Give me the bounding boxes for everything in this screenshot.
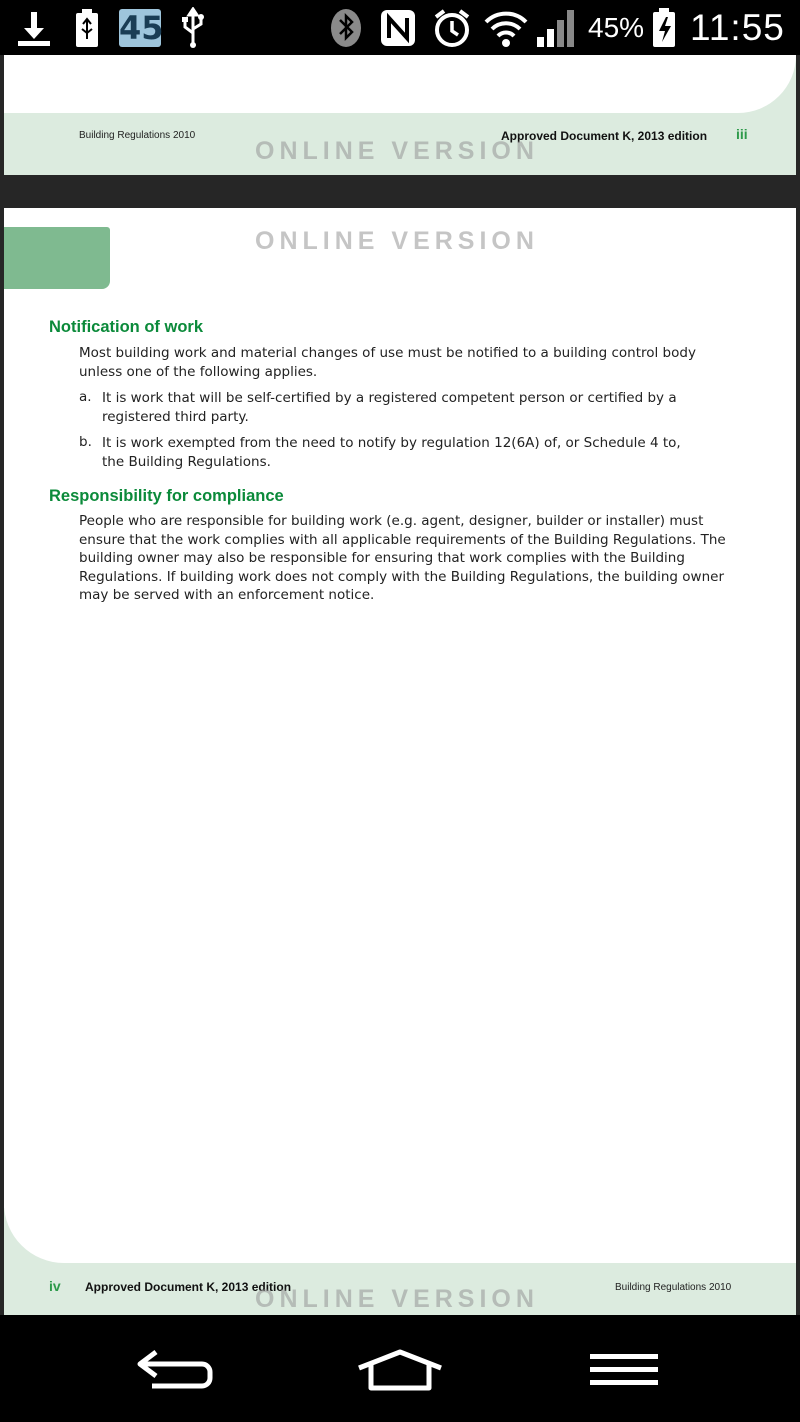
home-icon [355,1348,445,1392]
watermark: ONLINE VERSION [255,1285,539,1313]
home-button[interactable] [340,1340,460,1400]
page-curve [4,55,796,113]
prev-footer-right: Approved Document K, 2013 edition [501,129,708,143]
wifi-icon [482,6,530,50]
responsibility-body: People who are responsible for building work (e.g. agent, designer, builder or installer) must ensure that the work complies with all applicable requirements of the Building Regulations. The building owner may also be responsible for ensuring that work complies with the Building Regulations. If building work does not comply with the Building Regulations, the building owner may be served with an enforcement notice. [79,513,726,603]
prev-footer-left: Building Regulations 2010 [79,130,196,141]
battery-percent: 45% [588,12,645,43]
list-letter-b: b. [79,434,92,450]
page-number: iv [49,1278,61,1294]
status-bar [0,0,800,55]
notification-badge: 45 [119,9,164,47]
footer-right: Building Regulations 2010 [615,1282,732,1293]
page-curve [4,1198,796,1263]
usb-debug-icon [72,6,102,50]
chapter-tab [4,227,110,289]
battery-charging-icon [650,6,678,50]
bluetooth-icon [328,6,364,50]
prev-page-number: iii [736,126,748,142]
watermark: ONLINE VERSION [255,227,539,255]
nfc-icon [378,6,418,50]
list-letter-a: a. [79,389,92,405]
notification-intro: Most building work and material changes of use must be notified to a building control body unless one of the following applies. [79,345,696,380]
previous-page [4,55,796,175]
footer-left: Approved Document K, 2013 edition [85,1280,292,1294]
document-viewer[interactable] [0,55,800,1315]
watermark: ONLINE VERSION [255,137,539,165]
clock: 11:55 [690,7,785,48]
alarm-icon [430,6,474,50]
download-icon [12,6,56,50]
list-item-b: It is work exempted from the need to notify by regulation 12(6A) of, or Schedule 4 to, the Building Regulations. [102,435,681,470]
current-page [4,208,796,1315]
navigation-bar [0,1315,800,1422]
back-button[interactable] [116,1340,236,1400]
usb-icon [176,6,210,50]
menu-button[interactable] [564,1340,684,1400]
menu-icon [588,1352,660,1388]
section-heading-responsibility: Responsibility for compliance [49,487,284,505]
back-icon [134,1348,218,1392]
list-item-a: It is work that will be self-certified by a registered competent person or certified by a registered third party. [102,390,677,425]
section-heading-notification: Notification of work [49,318,203,336]
signal-icon [534,6,580,50]
